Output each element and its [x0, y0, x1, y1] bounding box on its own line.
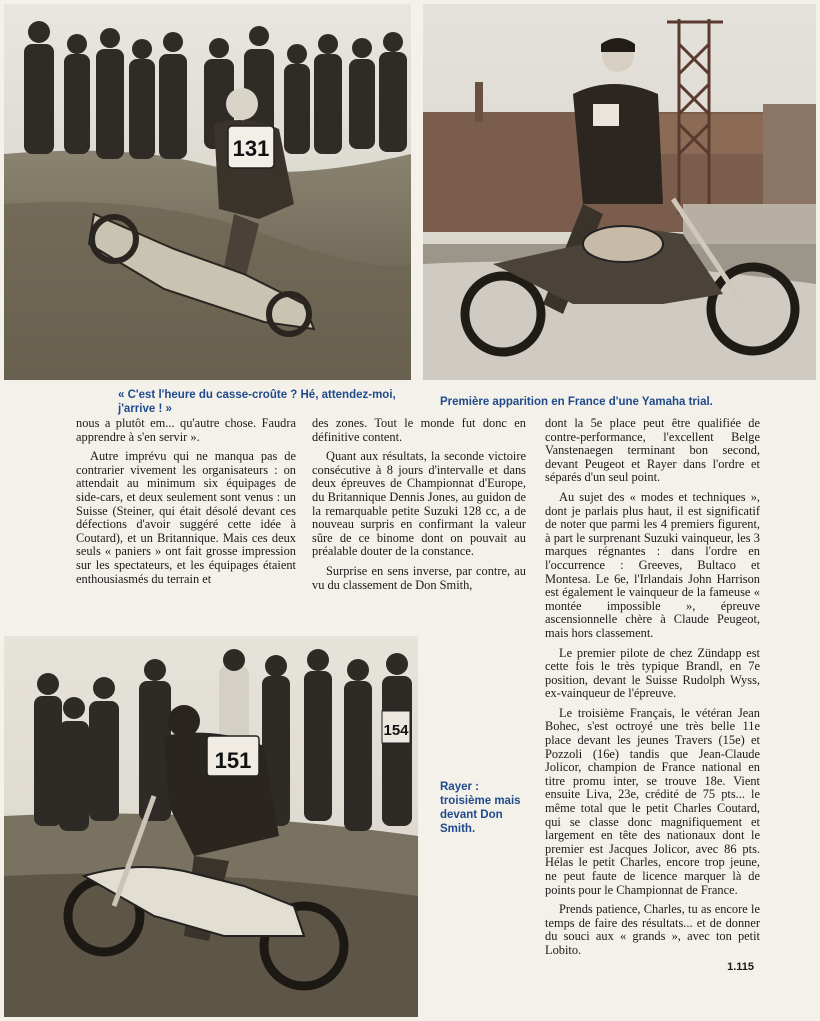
caption-bottom-right: Rayer : troisième mais devant Don Smith. — [440, 781, 521, 835]
bib-number-151: 151 — [214, 748, 252, 773]
photo-rider-131-hillclimb — [4, 4, 411, 380]
paragraph: Autre imprévu qui ne manqua pas de contrarier vivement les organisateurs : on attendait au minimum six équipages de side-cars, et deux seulement sont venus : un Suisse (Steiner, qui était désolé devant ces défections d'avoir suggéré cette idée à Coutard), et un Britannique. Mais ces deux seuls « paniers » ont fait grosse impression sur les spectateurs, et les équipages étaient enthousiasmés du terrain et — [76, 449, 296, 586]
paragraph: nous a plutôt em... qu'autre chose. Faudra apprendre à s'en servir ». — [76, 416, 296, 444]
article-column-1 — [76, 417, 296, 592]
paragraph: Surprise en sens inverse, par contre, au vu du classement de Don Smith, — [312, 563, 526, 592]
article-column-3 — [545, 417, 760, 964]
photo-yamaha-trial — [423, 4, 816, 380]
caption-top-left: « C'est l'heure du casse-croûte ? Hé, attendez-moi, j'arrive ! » — [118, 389, 396, 415]
paragraph: Quant aux résultats, la seconde victoire consécutive à 8 jours d'intervalle et dans deux épreuves de Championnat d'Europe, du Britannique Dennis Jones, au guidon de la remarquable petite Suzuki 128 cc, a de nouveau surpris en confirmant la valeur sûre de ce binome dont on pouvait au préalable douter de la constance. — [312, 449, 526, 559]
paragraph: dont la 5e place peut être qualifiée de contre-performance, l'excellent Belge Vanstenaegen terminant bon second, devant Peugeot et Rayer dans l'ordre et séparés d'un seul point. — [545, 416, 760, 485]
article-column-2 — [312, 417, 526, 598]
paragraph: Prends patience, Charles, tu as encore le temps de faire des résultats... et de donner du souci aux « grands », avec ton petit Lobito. — [545, 902, 760, 957]
paragraph: Le troisième Français, le vétéran Jean Bohec, s'est octroyé une très belle 11e place devant les jeunes Travers (15e) et Pozzoli (16e) tandis que Jean-Claude Jolicor, champion de France national en titre promu inter, se trouve 18e. Vient ensuite Liva, 23e, crédité de 75 pts... le même total que le petit Charles Coutard, qui se classe donc magnifiquement et largement en tête des nationaux dont le premier est Jacques Jolicor, avec 86 pts. Hélas le petit Charles, encore trop jeune, ne peut faute de licence marquer là de points pour le Championnat de France. — [545, 705, 760, 897]
caption-top-right: Première apparition en France d'une Yamaha trial. — [440, 396, 713, 408]
photo-rider-151-crowd — [4, 636, 418, 1017]
paragraph: des zones. Tout le monde fut donc en définitive content. — [312, 416, 526, 444]
bib-number-131: 131 — [232, 136, 270, 161]
bib-number-154: 154 — [383, 722, 409, 739]
paragraph: Le premier pilote de chez Zündapp est cette fois le très typique Brandl, en 7e position, devant le Suisse Rudolph Wyss, ex-vainqueur de l'épreuve. — [545, 645, 760, 701]
page-number: 1.115 — [727, 961, 754, 973]
paragraph: Au sujet des « modes et techniques », dont je parlais plus haut, il est significatif de noter que parmi les 4 premiers figurent, à part le surprenant Suzuki vainqueur, les 3 marques régnantes : dans l'ordre en l'occurrence : Greeves, Bultaco et Montesa. Le 6e, l'Irlandais John Harrison est également le vainqueur de la fameuse « montée impossible », épreuve ascensionnelle chère à Claude Peugeot, mais hors classement. — [545, 489, 760, 640]
